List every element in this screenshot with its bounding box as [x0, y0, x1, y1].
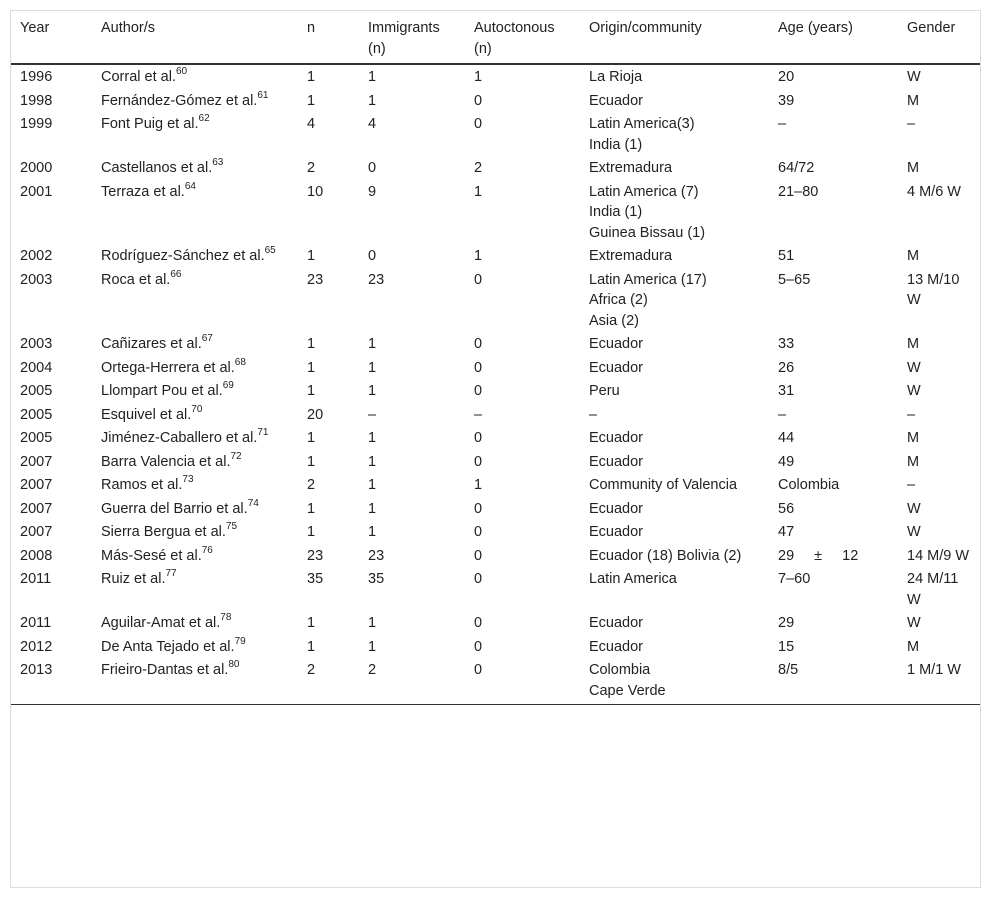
- table-row: [11, 379, 980, 403]
- cell-immigrants: –: [368, 406, 377, 423]
- cell-origin: [580, 112, 769, 156]
- table-row: [11, 635, 980, 659]
- cell-autoctonous: 1: [474, 69, 483, 85]
- cell-n: 35: [307, 571, 324, 587]
- cell-year: 1996: [20, 69, 53, 85]
- cell-origin: [580, 635, 769, 659]
- cell-n: 1: [307, 430, 316, 446]
- cell-year: 2000: [20, 160, 53, 176]
- header-immigrants: Immigrants (n): [359, 11, 465, 64]
- origin-line: Guinea Bissau (1): [589, 224, 706, 241]
- cell-age: 49: [778, 453, 795, 470]
- reference-number: 71: [257, 427, 269, 439]
- origin-line: Asia (2): [589, 312, 639, 329]
- cell-gender: M: [907, 92, 920, 109]
- cell-author: [92, 426, 298, 450]
- cell-immigrants: 1: [368, 359, 377, 376]
- table-row: [11, 567, 980, 611]
- cell-year: 2007: [20, 524, 53, 540]
- header-author: Author/s: [92, 11, 298, 64]
- cell-immigrants: 1: [368, 638, 377, 655]
- cell-year: 2007: [20, 477, 53, 493]
- cell-autoctonous: 1: [474, 477, 483, 493]
- cell-year: 2003: [20, 336, 53, 352]
- cell-year: 2008: [20, 547, 53, 564]
- cell-origin: [580, 658, 769, 705]
- origin-line: India (1): [589, 204, 643, 220]
- table-row: [11, 332, 980, 356]
- cell-gender: W: [907, 524, 921, 540]
- cell-age: 44: [778, 430, 795, 446]
- origin-line: Latin America: [589, 571, 677, 587]
- cell-n: 10: [307, 183, 324, 200]
- origin-line: Latin America(3): [589, 116, 695, 132]
- cell-year: 2003: [20, 271, 53, 288]
- cell-age: 8/5: [769, 658, 898, 705]
- cell-origin: [580, 450, 769, 474]
- cell-autoctonous: 1: [474, 183, 483, 200]
- origin-line: –: [589, 406, 598, 423]
- cell-age: 33: [778, 336, 795, 352]
- origin-line: La Rioja: [589, 69, 643, 85]
- cell-autoctonous: –: [474, 406, 483, 423]
- author-name: Frieiro-Dantas et al.: [101, 662, 229, 678]
- cell-immigrants: 0: [368, 160, 377, 176]
- cell-immigrants: 9: [368, 183, 377, 200]
- cell-n: 1: [307, 69, 316, 85]
- cell-n: 1: [307, 92, 316, 109]
- author-name: Ortega-Herrera et al.: [101, 359, 235, 376]
- cell-origin: [580, 379, 769, 403]
- cell-n: 1: [307, 524, 316, 540]
- cell-author: [92, 64, 298, 89]
- cell-immigrants: 1: [368, 336, 377, 352]
- cell-n: 4: [307, 116, 316, 132]
- cell-n: 2: [307, 160, 316, 176]
- cell-origin: [580, 611, 769, 635]
- cell-origin: [580, 497, 769, 521]
- table-row: [11, 520, 980, 544]
- cell-autoctonous: 0: [474, 500, 483, 517]
- header-n: n: [298, 11, 359, 64]
- cell-origin: [580, 356, 769, 380]
- cell-autoctonous: 0: [465, 658, 580, 705]
- cell-origin: [580, 268, 769, 333]
- cell-immigrants: 1: [368, 92, 377, 109]
- cell-gender: W: [907, 500, 921, 517]
- cell-gender: 14 M/9 W: [907, 547, 970, 564]
- author-name: Ramos et al.: [101, 477, 183, 493]
- origin-line: Ecuador (18) Bolivia (2): [589, 547, 742, 564]
- cell-n: 1: [307, 248, 316, 264]
- cell-immigrants: 1: [368, 500, 377, 517]
- cell-gender: M: [907, 430, 920, 446]
- reference-number: 63: [212, 157, 224, 169]
- cell-origin: [580, 520, 769, 544]
- author-name: Cañizares et al.: [101, 336, 202, 352]
- cell-author: [92, 658, 298, 705]
- cell-autoctonous: 0: [474, 571, 483, 587]
- cell-immigrants: 1: [368, 69, 377, 85]
- cell-age: 47: [778, 524, 795, 540]
- cell-autoctonous: 0: [474, 383, 483, 399]
- cell-author: [92, 156, 298, 180]
- origin-line: Cape Verde: [589, 682, 666, 699]
- author-name: Rodríguez-Sánchez et al.: [101, 248, 265, 264]
- table-row: [11, 611, 980, 635]
- origin-line: India (1): [589, 136, 643, 153]
- cell-autoctonous: 0: [474, 271, 483, 288]
- cell-immigrants: 1: [368, 615, 377, 631]
- table-row: [11, 544, 980, 568]
- reference-number: 70: [191, 403, 203, 415]
- cell-n: 1: [307, 383, 316, 399]
- cell-autoctonous: 0: [474, 430, 483, 446]
- cell-gender: W: [907, 615, 921, 631]
- cell-n: 23: [307, 271, 324, 288]
- cell-year: 2002: [20, 248, 53, 264]
- reference-number: 60: [175, 66, 188, 78]
- cell-n: 23: [307, 547, 324, 564]
- table-row: [11, 403, 980, 427]
- cell-age: 56: [778, 500, 795, 517]
- cell-autoctonous: 0: [474, 92, 483, 109]
- origin-line: Extremadura: [589, 160, 673, 176]
- cell-age: 64/72: [778, 160, 815, 176]
- cell-autoctonous: 0: [474, 638, 483, 655]
- cell-gender: 4 M/6 W: [907, 183, 961, 200]
- cell-n: 2: [307, 477, 316, 493]
- cell-immigrants: 35: [368, 571, 385, 587]
- author-name: De Anta Tejado et al.: [101, 638, 235, 655]
- cell-year: 2011: [20, 615, 52, 631]
- origin-line: Ecuador: [589, 336, 644, 352]
- cell-year: 2007: [20, 453, 53, 470]
- cell-author: [92, 567, 298, 611]
- cell-gender: M: [907, 336, 920, 352]
- cell-author: [92, 635, 298, 659]
- table-row: [11, 268, 980, 333]
- cell-origin: [580, 156, 769, 180]
- cell-autoctonous: 1: [474, 248, 483, 264]
- cell-autoctonous: 0: [474, 359, 483, 376]
- reference-number: 69: [222, 380, 234, 392]
- table-row: [11, 426, 980, 450]
- header-row: [11, 11, 980, 64]
- cell-age: 39: [778, 92, 795, 109]
- origin-line: Ecuador: [589, 524, 644, 540]
- reference-number: 74: [247, 497, 259, 509]
- cell-n: 1: [307, 615, 316, 631]
- cell-gender: –: [907, 406, 916, 423]
- author-name: Guerra del Barrio et al.: [101, 500, 248, 517]
- cell-year: 2011: [20, 571, 52, 587]
- cell-origin: [580, 544, 769, 568]
- author-name: Sierra Bergua et al.: [101, 524, 226, 540]
- reference-number: 76: [201, 544, 213, 556]
- author-name: Font Puig et al.: [101, 116, 199, 132]
- cell-immigrants: 1: [368, 430, 377, 446]
- cell-age: 29 ± 12: [778, 547, 859, 564]
- author-name: Castellanos et al.: [101, 160, 213, 176]
- header-autoctonous: Autoctonous (n): [465, 11, 580, 64]
- cell-immigrants: 1: [368, 453, 377, 470]
- cell-year: 2007: [20, 500, 53, 517]
- cell-autoctonous: 2: [474, 160, 483, 176]
- cell-author: [92, 332, 298, 356]
- cell-autoctonous: 0: [474, 336, 483, 352]
- table-row: [11, 658, 980, 705]
- cell-autoctonous: 0: [474, 524, 483, 540]
- author-name: Llompart Pou et al.: [101, 383, 223, 399]
- author-name: Roca et al.: [101, 271, 171, 288]
- origin-line: Extremadura: [589, 248, 673, 264]
- cell-year: 2005: [20, 383, 53, 399]
- cases-table: [11, 11, 980, 705]
- cell-author: [92, 520, 298, 544]
- cell-origin: [580, 89, 769, 113]
- cell-age: 15: [778, 638, 795, 655]
- cell-origin: [580, 180, 769, 245]
- author-name: Esquivel et al.: [101, 406, 192, 423]
- reference-number: 68: [234, 356, 246, 368]
- origin-line: Ecuador: [589, 92, 644, 109]
- cell-gender: W: [907, 383, 921, 399]
- cell-immigrants: 1: [368, 524, 377, 540]
- table-row: [11, 244, 980, 268]
- cell-gender: –: [907, 116, 916, 132]
- origin-line: Latin America (7): [589, 183, 699, 200]
- table-row: [11, 180, 980, 245]
- cell-immigrants: 2: [359, 658, 465, 705]
- cell-year: 2013: [11, 658, 92, 705]
- table-row: [11, 497, 980, 521]
- reference-number: 80: [228, 659, 240, 671]
- cell-age: 5–65: [778, 271, 811, 288]
- header-origin: Origin/community: [580, 11, 769, 64]
- cell-age: 26: [778, 359, 795, 376]
- reference-number: 61: [257, 89, 269, 101]
- author-name: Fernández-Gómez et al.: [101, 92, 258, 109]
- table-row: [11, 473, 980, 497]
- cell-year: 1999: [20, 116, 53, 132]
- cell-origin: [580, 426, 769, 450]
- cell-origin: [580, 332, 769, 356]
- table-body: [11, 64, 980, 705]
- cell-origin: [580, 567, 769, 611]
- cell-year: 2001: [20, 183, 53, 200]
- cell-author: [92, 244, 298, 268]
- cell-gender: M: [907, 160, 920, 176]
- cell-n: 20: [307, 406, 324, 423]
- header-gender: Gender: [898, 11, 980, 64]
- table-row: [11, 356, 980, 380]
- cell-origin: [580, 403, 769, 427]
- cell-immigrants: 4: [368, 116, 377, 132]
- cell-n: 2: [298, 658, 359, 705]
- reference-number: 77: [165, 568, 177, 580]
- origin-line: Ecuador: [589, 615, 644, 631]
- cell-year: 2012: [20, 638, 53, 655]
- reference-number: 73: [182, 474, 194, 486]
- reference-number: 62: [198, 113, 210, 125]
- table-row: [11, 156, 980, 180]
- cell-n: 1: [307, 500, 316, 517]
- origin-line: Latin America (17): [589, 271, 707, 288]
- reference-number: 72: [230, 450, 242, 462]
- cell-age: 21–80: [778, 183, 819, 200]
- cell-age: –: [778, 116, 787, 132]
- origin-line: Africa (2): [589, 292, 648, 308]
- cell-gender: 13 M/10 W: [907, 271, 960, 308]
- header-year: Year: [11, 11, 92, 64]
- cell-author: [92, 450, 298, 474]
- reference-number: 78: [220, 612, 232, 624]
- origin-line: Ecuador: [589, 359, 644, 376]
- cell-year: 2005: [20, 430, 53, 446]
- cell-author: [92, 497, 298, 521]
- cell-origin: [580, 64, 769, 89]
- cell-author: [92, 112, 298, 156]
- origin-line: Ecuador: [589, 638, 644, 655]
- cell-autoctonous: 0: [474, 615, 483, 631]
- cell-autoctonous: 0: [474, 547, 483, 564]
- cell-gender: M: [907, 453, 920, 470]
- cell-age: 20: [778, 69, 795, 85]
- table-row: [11, 450, 980, 474]
- cell-author: [92, 89, 298, 113]
- cell-gender: 1 M/1 W: [898, 658, 980, 705]
- cell-autoctonous: 0: [474, 453, 483, 470]
- cell-n: 1: [307, 453, 316, 470]
- author-name: Jiménez-Caballero et al.: [101, 430, 258, 446]
- cell-author: [92, 473, 298, 497]
- cell-author: [92, 611, 298, 635]
- cell-year: 2005: [20, 406, 53, 423]
- cell-origin: [580, 473, 769, 497]
- cell-immigrants: 1: [368, 477, 377, 493]
- reference-number: 75: [225, 521, 238, 533]
- cell-gender: W: [907, 359, 921, 376]
- header-age: Age (years): [769, 11, 898, 64]
- cell-age: 7–60: [778, 571, 811, 587]
- cell-year: 2004: [20, 359, 53, 376]
- author-name: Corral et al.: [101, 69, 176, 85]
- author-name: Aguilar-Amat et al.: [101, 615, 221, 631]
- cell-n: 1: [307, 336, 316, 352]
- cell-age: 29: [778, 615, 795, 631]
- reference-number: 66: [170, 268, 182, 280]
- origin-line: Colombia: [589, 662, 651, 678]
- table-row: [11, 64, 980, 89]
- cell-author: [92, 180, 298, 245]
- origin-line: Ecuador: [589, 430, 644, 446]
- cell-origin: [580, 244, 769, 268]
- cell-gender: 24 M/11 W: [907, 571, 959, 608]
- reference-number: 65: [264, 245, 276, 257]
- cell-immigrants: 23: [368, 547, 385, 564]
- author-name: Barra Valencia et al.: [101, 453, 231, 470]
- cell-gender: W: [907, 69, 921, 85]
- cell-immigrants: 23: [368, 271, 385, 288]
- origin-line: Peru: [589, 383, 620, 399]
- reference-number: 64: [184, 180, 196, 192]
- cell-year: 1998: [20, 92, 53, 109]
- cell-autoctonous: 0: [474, 116, 483, 132]
- cell-gender: M: [907, 638, 920, 655]
- reference-number: 67: [201, 333, 213, 345]
- reference-number: 79: [234, 635, 246, 647]
- cell-age: 31: [778, 383, 795, 399]
- table-row: [11, 112, 980, 156]
- author-name: Terraza et al.: [101, 183, 185, 200]
- cell-age: Colombia: [778, 477, 840, 493]
- cell-gender: –: [907, 477, 916, 493]
- cell-gender: M: [907, 248, 920, 264]
- cell-author: [92, 544, 298, 568]
- cell-immigrants: 0: [368, 248, 377, 264]
- cell-n: 1: [307, 638, 316, 655]
- cell-author: [92, 356, 298, 380]
- cell-author: [92, 403, 298, 427]
- cell-author: [92, 268, 298, 333]
- origin-line: Ecuador: [589, 500, 644, 517]
- origin-line: Community of Valencia: [589, 477, 738, 493]
- cell-n: 1: [307, 359, 316, 376]
- table-row: [11, 89, 980, 113]
- origin-line: Ecuador: [589, 453, 644, 470]
- author-name: Más-Sesé et al.: [101, 547, 202, 564]
- cell-immigrants: 1: [368, 383, 377, 399]
- cell-author: [92, 379, 298, 403]
- cell-age: 51: [778, 248, 795, 264]
- author-name: Ruiz et al.: [101, 571, 166, 587]
- cell-age: –: [778, 406, 787, 423]
